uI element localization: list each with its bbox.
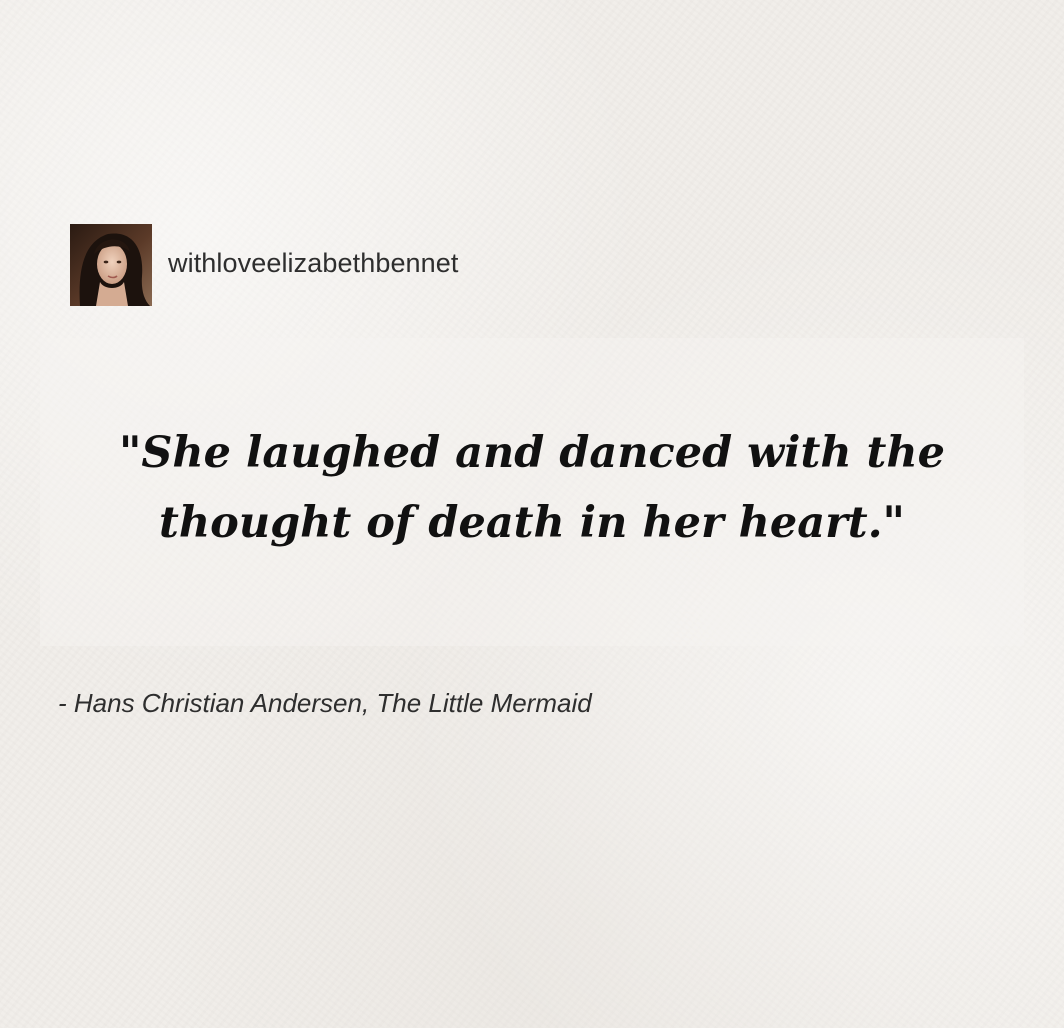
avatar[interactable] bbox=[70, 224, 152, 306]
quote-line-2: thought of death in her heart." bbox=[159, 498, 905, 548]
post-header bbox=[70, 224, 459, 306]
quote-text bbox=[0, 418, 1064, 558]
quote-attribution: - Hans Christian Andersen, The Little Mermaid bbox=[58, 688, 592, 718]
username[interactable]: withloveelizabethbennet bbox=[168, 247, 459, 278]
quote-line-1: "She laughed and danced with the bbox=[118, 428, 946, 478]
